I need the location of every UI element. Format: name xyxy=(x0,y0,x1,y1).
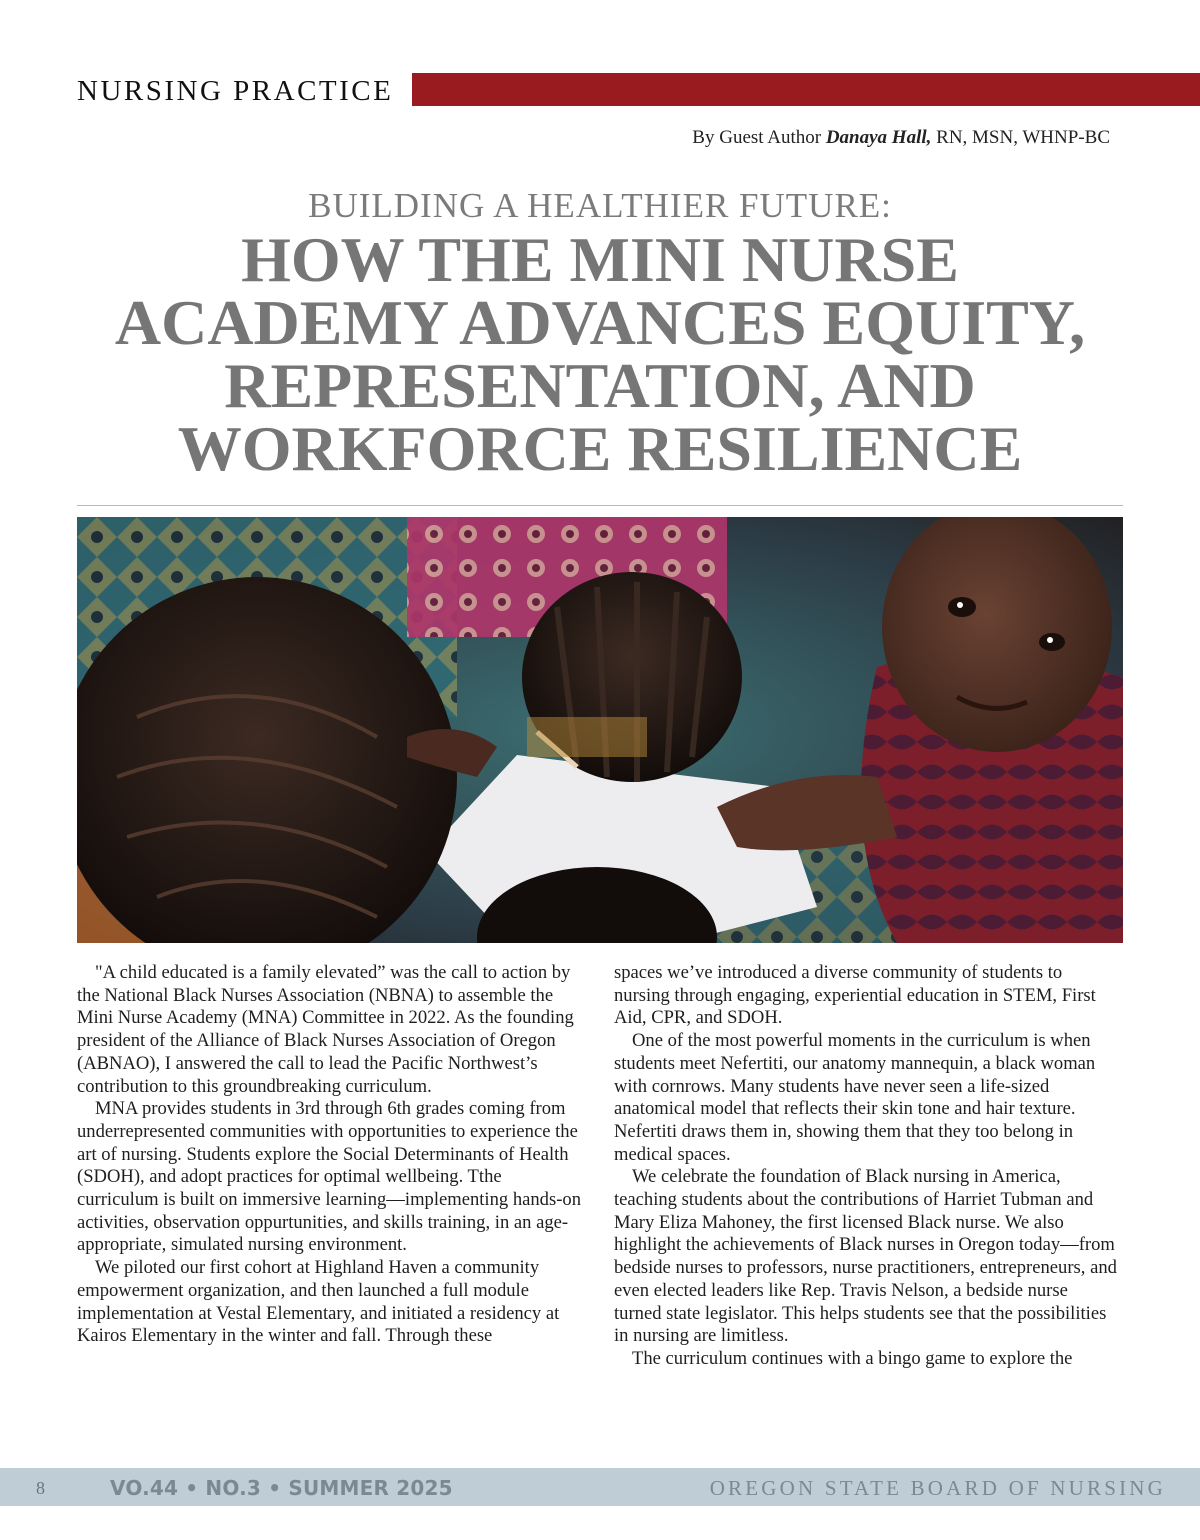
photo-children-drawing xyxy=(77,517,1123,943)
body-paragraph: MNA provides students in 3rd through 6th grades coming from underrepresented communities with opportunities to experience the art of nursing. Students explore the Social Determinants of Health (SDOH), and adopt practices for optimal wellbeing. Tthe curriculum is built on immersive learning—implementing hands-on activities, observation oppurtunities, and skills training, in an age-appropriate, simulated nursing environment. xyxy=(77,1098,582,1256)
body-paragraph: "A child educated is a family elevated” was the call to action by the National Black Nurses Association (NBNA) to assemble the Mini Nurse Academy (MNA) Committee in 2022. As the founding president of the Alliance of Black Nurses Association of Oregon (ABNAO), I answered the call to lead the Pacific Northwest’s contribution to this groundbreaking curriculum. xyxy=(77,962,574,1097)
body-column-right xyxy=(614,962,1119,1371)
headline-line: ACADEMY ADVANCES EQUITY, xyxy=(114,287,1086,358)
body-paragraph: One of the most powerful moments in the curriculum is when students meet Nefertiti, our anatomy mannequin, a black woman with cornrows. Many students have never seen a life-sized anatomical model that reflects their skin tone and hair texture. Nefertiti draws them in, showing them that they too belong in medical spaces. xyxy=(614,1030,1096,1165)
body-paragraph: We piloted our first cohort at Highland Haven a community empowerment organization, and then launched a full module implementation at Vestal Elementary, and initiated a residency at Kairos Elementary in the winter and fall. Through these xyxy=(77,1257,560,1347)
article-kicker: BUILDING A HEALTHIER FUTURE: xyxy=(308,186,892,225)
issue-label: VO.44 • NO.3 • SUMMER 2025 xyxy=(110,1476,453,1500)
article-headline xyxy=(40,224,1160,484)
photo-illustration xyxy=(77,517,1123,943)
body-paragraph: We celebrate the foundation of Black nursing in America, teaching students about the contributions of Harriet Tubman and Mary Eliza Mahoney, the first licensed Black nurse. We also highlight the achievements of Black nurses in Oregon today—from bedside nurses to professors, nurse practitioners, entrepreneurs, and even elected leaders like Rep. Travis Nelson, a bedside nurse turned state legislator. This helps students see that the possibilities in nursing are limitless. xyxy=(614,1166,1117,1347)
section-label: NURSING PRACTICE xyxy=(77,75,394,107)
byline-prefix: By Guest Author xyxy=(692,127,826,148)
body-column-left xyxy=(77,962,582,1348)
byline-credentials: RN, MSN, WHNP-BC xyxy=(931,127,1110,148)
body-paragraph: spaces we’ve introduced a diverse community of students to nursing through engaging, experiential education in STEM, First Aid, CPR, and SDOH. xyxy=(614,962,1096,1029)
body-paragraph: The curriculum continues with a bingo game to explore the xyxy=(632,1347,1073,1369)
organization-name: OREGON STATE BOARD OF NURSING xyxy=(709,1476,1166,1500)
headline-line: HOW THE MINI NURSE xyxy=(241,224,959,295)
section-bar xyxy=(412,73,1200,106)
byline xyxy=(692,126,1110,150)
headline-line: REPRESENTATION, AND xyxy=(224,350,976,421)
headline-line: WORKFORCE RESILIENCE xyxy=(177,413,1023,484)
page-number: 8 xyxy=(36,1478,45,1498)
title-divider xyxy=(77,505,1123,506)
byline-author: Danaya Hall, xyxy=(825,127,932,148)
